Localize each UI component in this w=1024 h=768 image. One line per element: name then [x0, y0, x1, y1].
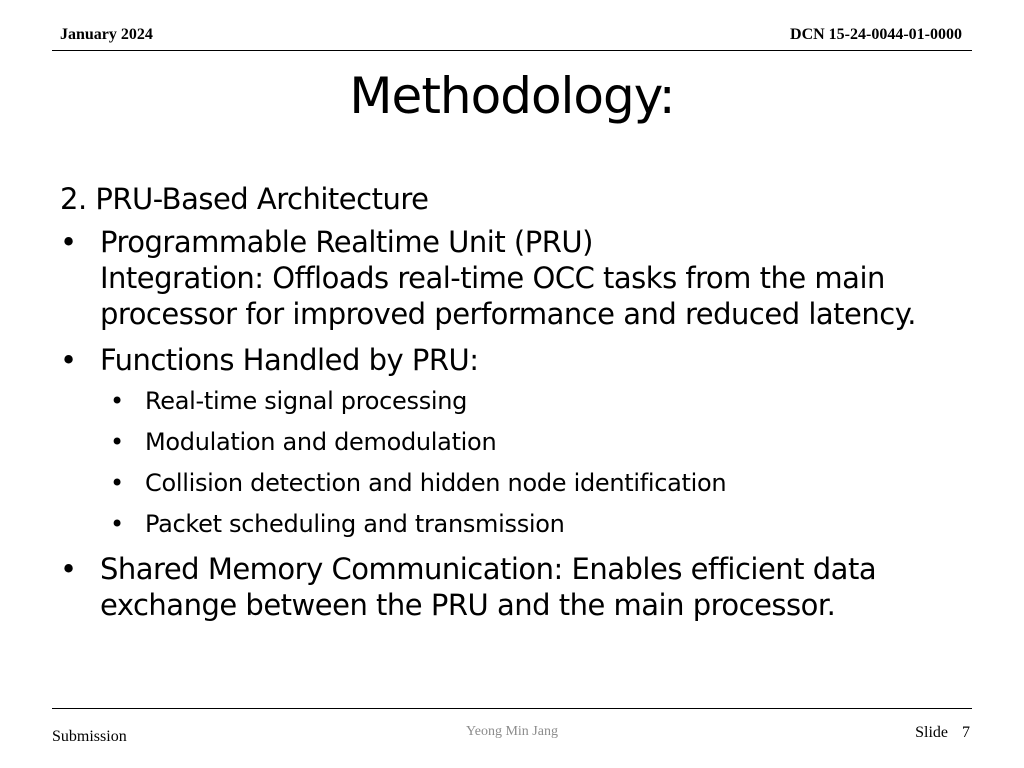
sub-bullet-item: [100, 425, 970, 459]
bullet-pru-text: Programmable Realtime Unit (PRU): [100, 225, 593, 259]
footer-author: Yeong Min Jang: [466, 724, 558, 739]
sub-bullet-item: [100, 507, 970, 541]
header-divider: [52, 50, 972, 51]
bullet-functions-text: Functions Handled by PRU:: [100, 343, 479, 377]
sub-bullet-item: [100, 384, 970, 418]
bullet-marker: •: [60, 552, 77, 586]
sub-bullet-text: Collision detection and hidden node identification: [145, 469, 727, 497]
slide-label: Slide: [915, 724, 948, 741]
bullet-pru: [60, 224, 970, 332]
slide-title: Methodology:: [349, 67, 675, 125]
sub-bullet-text: Modulation and demodulation: [145, 428, 497, 456]
sub-bullet-text: Real-time signal processing: [145, 387, 468, 415]
slide-body: [60, 180, 970, 633]
bullet-functions: [60, 342, 970, 378]
footer-divider: [52, 708, 972, 709]
section-heading: 2. PRU-Based Architecture: [60, 182, 429, 216]
bullet-marker: •: [110, 387, 124, 415]
bullet-shared-memory-text: Shared Memory Communication: Enables efficient data exchange between the PRU and the main processor.: [100, 552, 877, 622]
bullet-marker: •: [110, 510, 124, 538]
bullet-marker: •: [60, 343, 77, 377]
sub-bullet-item: [100, 466, 970, 500]
bullet-pru-detail: Integration: Offloads real-time OCC tasks from the main processor for improved performance and reduced latency.: [100, 261, 916, 331]
bullet-shared-memory: [60, 551, 970, 623]
footer-slide-number: [915, 724, 970, 742]
footer-submission: Submission: [52, 728, 127, 745]
bullet-marker: •: [110, 428, 124, 456]
bullet-marker: •: [60, 225, 77, 259]
header-date: January 2024: [60, 26, 153, 43]
header-dcn: DCN 15-24-0044-01-0000: [790, 26, 962, 43]
slide-number: 7: [962, 724, 970, 741]
bullet-marker: •: [110, 469, 124, 497]
sub-bullet-text: Packet scheduling and transmission: [145, 510, 565, 538]
